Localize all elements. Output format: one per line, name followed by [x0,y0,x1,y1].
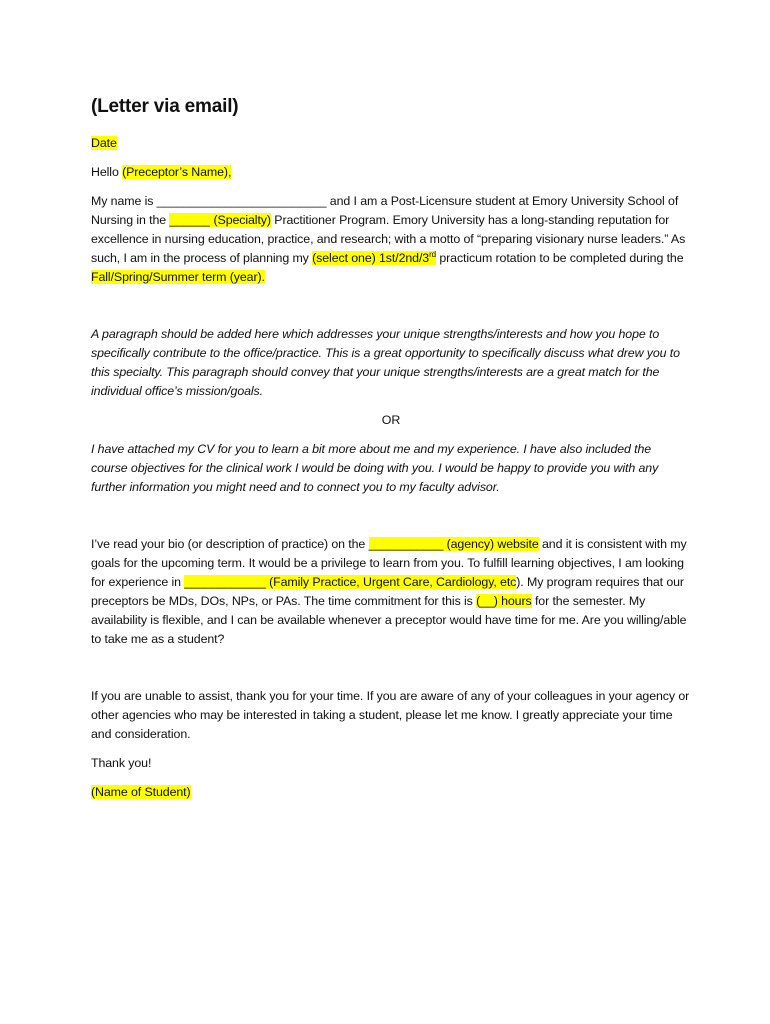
agency-website-placeholder: ___________ (agency) website [368,537,539,551]
rotation-select-placeholder [312,251,436,265]
student-name-placeholder: (Name of Student) [91,785,191,799]
date-line [91,134,691,153]
preceptor-name-placeholder: (Preceptor’s Name), [122,165,232,179]
term-placeholder: Fall/Spring/Summer term (year). [91,270,265,284]
intro-text-3: practicum rotation to be completed during the [436,251,684,265]
intro-paragraph [91,192,691,287]
or-separator: OR [381,413,401,427]
bio-text-2: and it is consistent with my goals for the upcoming term. It would be a privilege to learn from you. To fulfill learning objectives, I am looking for experience in [91,537,687,589]
greeting-lead: Hello [91,165,123,179]
greeting-line [91,163,691,182]
signature-line [91,783,691,802]
bio-text-1: I’ve read your bio (or description of practice) on the [91,537,369,551]
bio-paragraph [91,535,691,649]
rotation-select-superscript: rd [429,250,437,259]
closing-paragraph: If you are unable to assist, thank you for your time. If you are aware of any of your colleagues in your agency or other agencies who may be interested in taking a student, please let me know. I greatly appreciate your time and consideration. [91,689,690,741]
date-placeholder: Date [91,136,117,150]
cv-paragraph: I have attached my CV for you to learn a bit more about me and my experience. I have also included the course objectives for the clinical work I would be doing with you. I would be happy to provide you with any further information you might need and to connect you to my faculty advisor. [91,442,659,494]
experience-areas-placeholder: ____________ (Family Practice, Urgent Care, Cardiology, etc [184,575,517,589]
intro-text-2: Practitioner Program. Emory University has a long-standing reputation for excellence in nursing education, practice, and research; with a motto of “preparing visionary nurse leaders.” As such, I am in the process of planning my [91,213,686,265]
specialty-blank: ______ [169,213,211,227]
intro-text-1: My name is _________________________ and I am a Post-Licensure student at Emory University School of Nursing in the [91,194,679,227]
rotation-select-text: (select one) 1st/2nd/3 [312,251,430,265]
letter-body [91,94,691,802]
bio-text-4: for the semester. My availability is flexible, and I can be available whenever a preceptor would have time for me. Are you willing/able to take me as a student? [91,594,687,646]
strengths-paragraph: A paragraph should be added here which addresses your unique strengths/interests and how you hope to specifically contribute to the office/practice. This is a great opportunity to specifically discuss what drew you to this specialty. This paragraph should convey that your unique strengths/interests are a great match for the individual office’s mission/goals. [91,327,680,398]
bio-text-3: ). My program requires that our preceptors be MDs, DOs, NPs, or PAs. The time commitment for this is [91,575,684,608]
specialty-placeholder: (Specialty) [210,213,271,227]
hours-placeholder: (__) hours [476,594,532,608]
thanks-line: Thank you! [91,756,152,770]
letter-title: (Letter via email) [91,96,239,117]
